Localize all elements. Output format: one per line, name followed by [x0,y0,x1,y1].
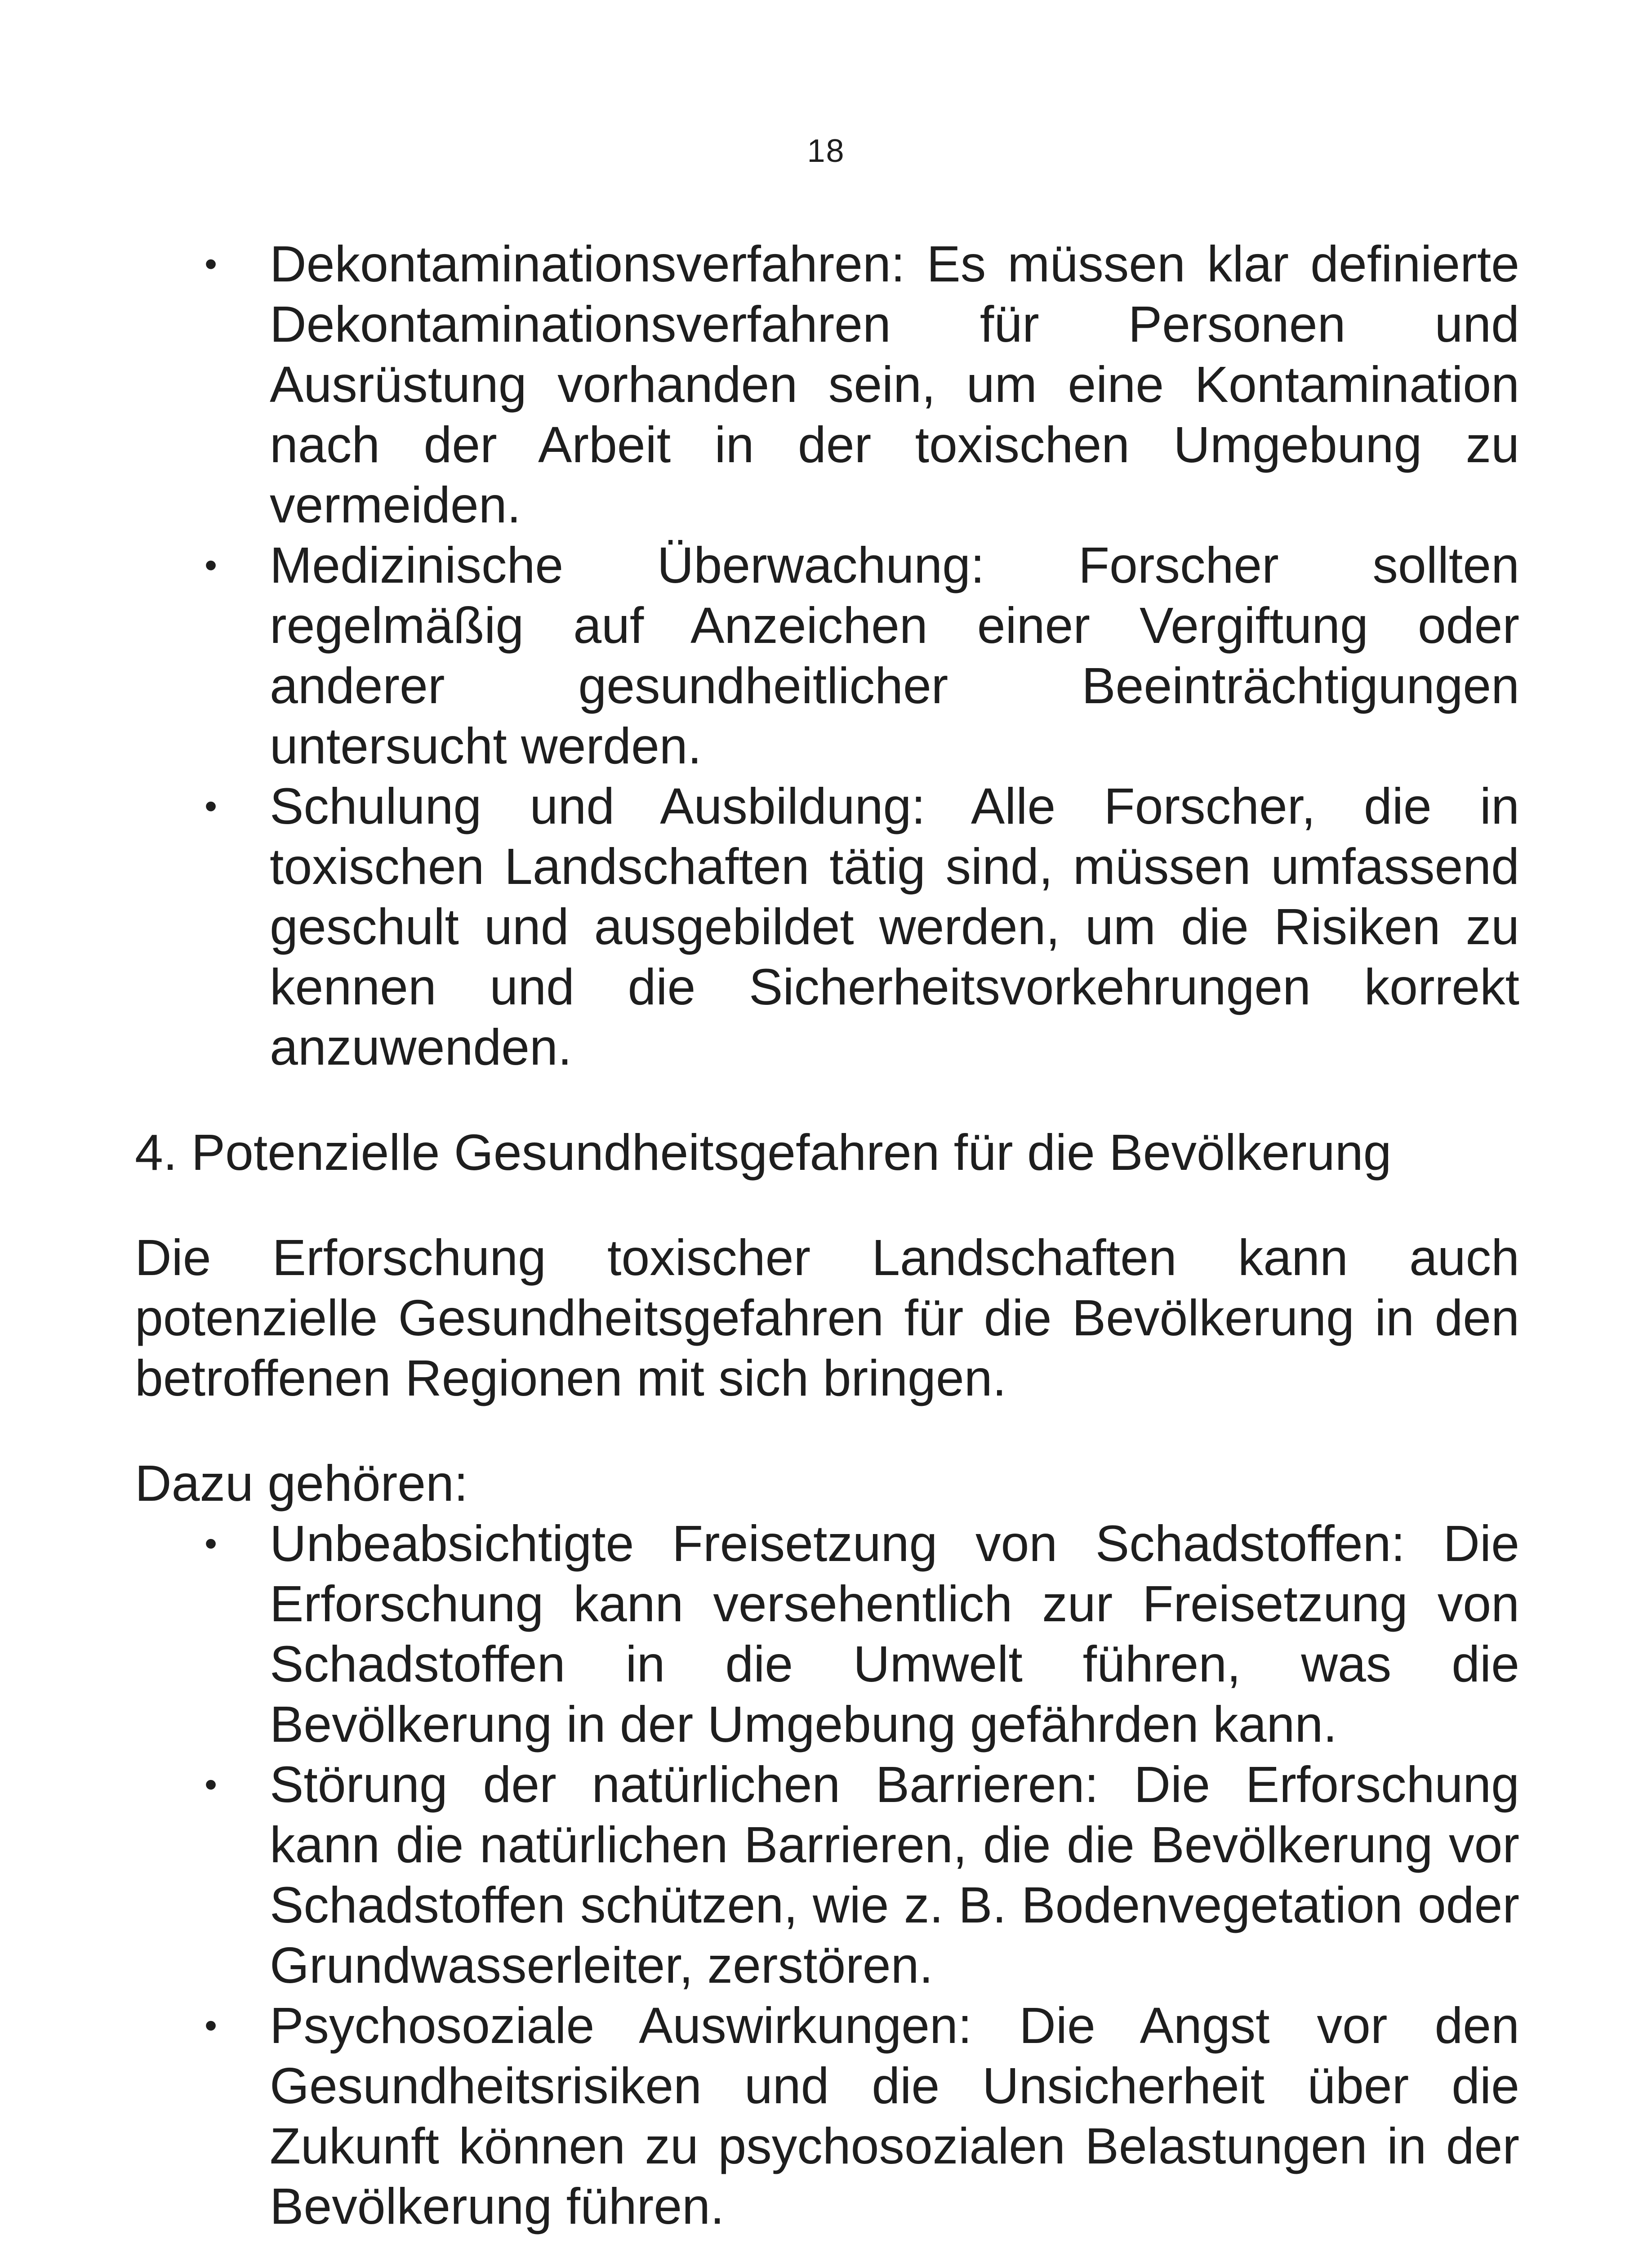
intro-paragraph: Die Erforschung toxischer Landschaften kann auch potenzielle Gesundheitsgefahren für die Bevölkerung in den betroffenen Regionen mit sich bringen. [135,1229,1519,1406]
bullet-icon: • [205,545,218,585]
section-heading: 4. Potenzielle Gesundheitsgefahren für die Bevölkerung [135,1124,1392,1181]
list-item-text: Psychosoziale Auswirkungen: Die Angst vor den Gesundheitsrisiken und die Unsicherheit über die Zukunft können zu psychosozialen Belastungen in der Bevölkerung führen. [270,1997,1519,2235]
bullet-list-health-risks [135,1513,1519,2236]
list-item-text: Medizinische Überwachung: Forscher sollten regelmäßig auf Anzeichen einer Vergiftung oder anderer gesundheitlicher Beeinträchtigungen untersucht werden. [270,537,1519,774]
bullet-icon: • [205,1764,218,1804]
bullet-icon: • [205,786,218,826]
page-number: 18 [807,133,845,169]
list-item [135,535,1519,776]
list-item [135,234,1519,535]
list-item-text: Störung der natürlichen Barrieren: Die Erforschung kann die natürlichen Barrieren, die die Bevölkerung vor Schadstoffen schützen, wie z. B. Bodenvegetation oder Grundwasserleiter, zerstören. [270,1756,1519,1994]
lead-in-text: Dazu gehören: [135,1455,468,1512]
list-item-text: Dekontaminationsverfahren: Es müssen klar definierte Dekontaminationsverfahren für Personen und Ausrüstung vorhanden sein, um eine Kontamination nach der Arbeit in der toxischen Umgebung zu vermeiden. [270,236,1519,533]
bullet-icon: • [205,244,218,284]
list-item-text: Unbeabsichtigte Freisetzung von Schadstoffen: Die Erforschung kann versehentlich zur Freisetzung von Schadstoffen in die Umwelt führen, was die Bevölkerung in der Umgebung gefährden kann. [270,1515,1519,1753]
bullet-icon: • [205,2005,218,2045]
list-item [135,776,1519,1077]
page-content [135,234,1519,2236]
list-item-text: Schulung und Ausbildung: Alle Forscher, die in toxischen Landschaften tätig sind, müssen umfassend geschult und ausgebildet werden, um die Risiken zu kennen und die Sicherheitsvorkehrungen korrekt anzuwenden. [270,778,1519,1075]
bullet-list-safety-measures [135,234,1519,1077]
bullet-icon: • [205,1523,218,1563]
list-item [135,1754,1519,1995]
list-item [135,1513,1519,1754]
list-item [135,1995,1519,2236]
